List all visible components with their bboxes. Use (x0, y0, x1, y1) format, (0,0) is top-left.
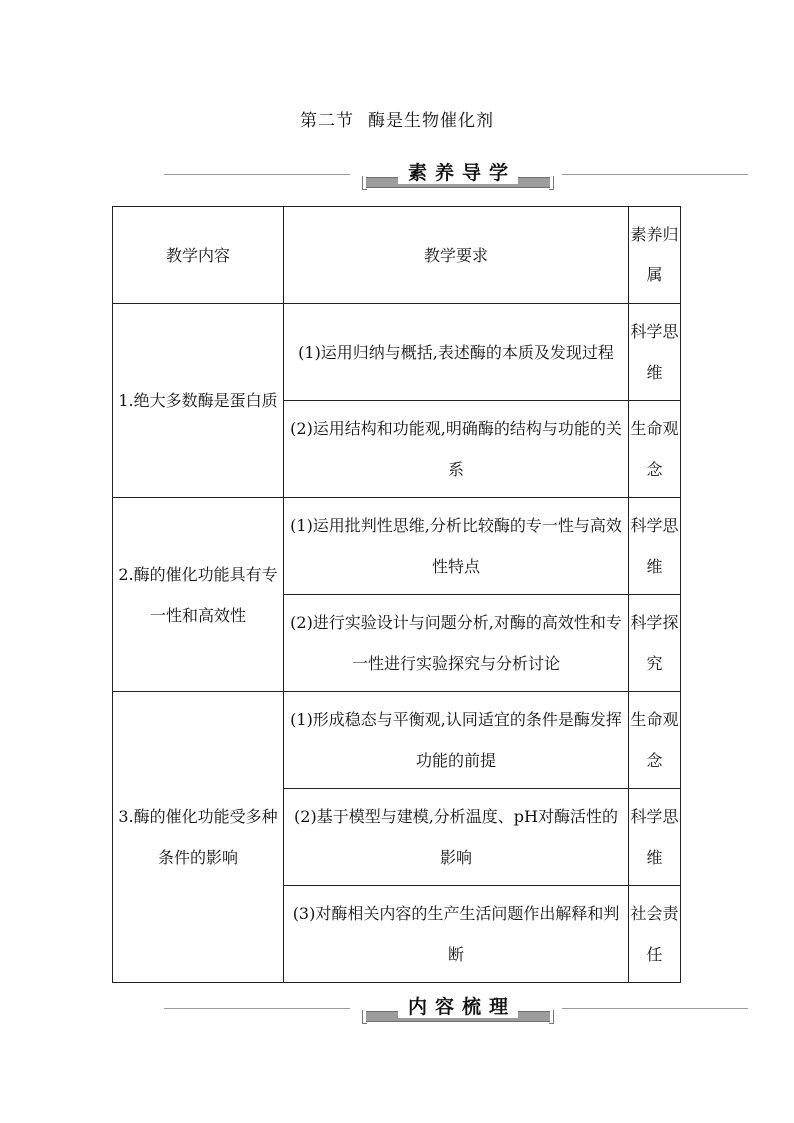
category-cell: 科学思维 (629, 498, 681, 595)
requirement-cell: (1)形成稳态与平衡观,认同适宜的条件是酶发挥功能的前提 (284, 692, 629, 789)
category-cell: 科学探究 (629, 595, 681, 692)
banner-rule-left (164, 174, 350, 175)
content-cell: 1.绝大多数酶是蛋白质 (113, 304, 284, 498)
requirement-cell: (1)运用归纳与概括,表述酶的本质及发现过程 (284, 304, 629, 401)
table-row (113, 692, 681, 789)
category-cell: 生命观念 (629, 692, 681, 789)
requirement-cell: (3)对酶相关内容的生产生活问题作出解释和判断 (284, 886, 629, 983)
banner-rule-left (164, 1008, 350, 1009)
table-row (113, 304, 681, 401)
table-header-row (113, 207, 681, 304)
header-content: 教学内容 (113, 207, 284, 304)
category-cell: 科学思维 (629, 304, 681, 401)
section-name: 酶是生物催化剂 (368, 111, 494, 131)
banner-tab (366, 158, 550, 192)
banner-neirong-shuli (164, 992, 748, 1026)
category-cell: 社会责任 (629, 886, 681, 983)
content-cell: 2.酶的催化功能具有专一性和高效性 (113, 498, 284, 692)
category-cell: 科学思维 (629, 789, 681, 886)
banner-tab (366, 992, 550, 1026)
section-number: 第二节 (300, 111, 354, 131)
page-title (0, 106, 794, 131)
banner-label: 内容梳理 (407, 996, 516, 1018)
requirement-cell: (1)运用批判性思维,分析比较酶的专一性与高效性特点 (284, 498, 629, 595)
banner-label: 素养导学 (407, 162, 516, 184)
requirement-cell: (2)运用结构和功能观,明确酶的结构与功能的关系 (284, 401, 629, 498)
header-requirement: 教学要求 (284, 207, 629, 304)
content-cell: 3.酶的催化功能受多种条件的影响 (113, 692, 284, 983)
banner-suyang-daoxue (164, 158, 748, 192)
requirement-cell: (2)进行实验设计与问题分析,对酶的高效性和专一性进行实验探究与分析讨论 (284, 595, 629, 692)
header-category: 素养归属 (629, 207, 681, 304)
table-row (113, 498, 681, 595)
teaching-table (112, 206, 681, 983)
requirement-cell: (2)基于模型与建模,分析温度、pH对酶活性的影响 (284, 789, 629, 886)
banner-rule-right (562, 174, 748, 175)
banner-rule-right (562, 1008, 748, 1009)
category-cell: 生命观念 (629, 401, 681, 498)
